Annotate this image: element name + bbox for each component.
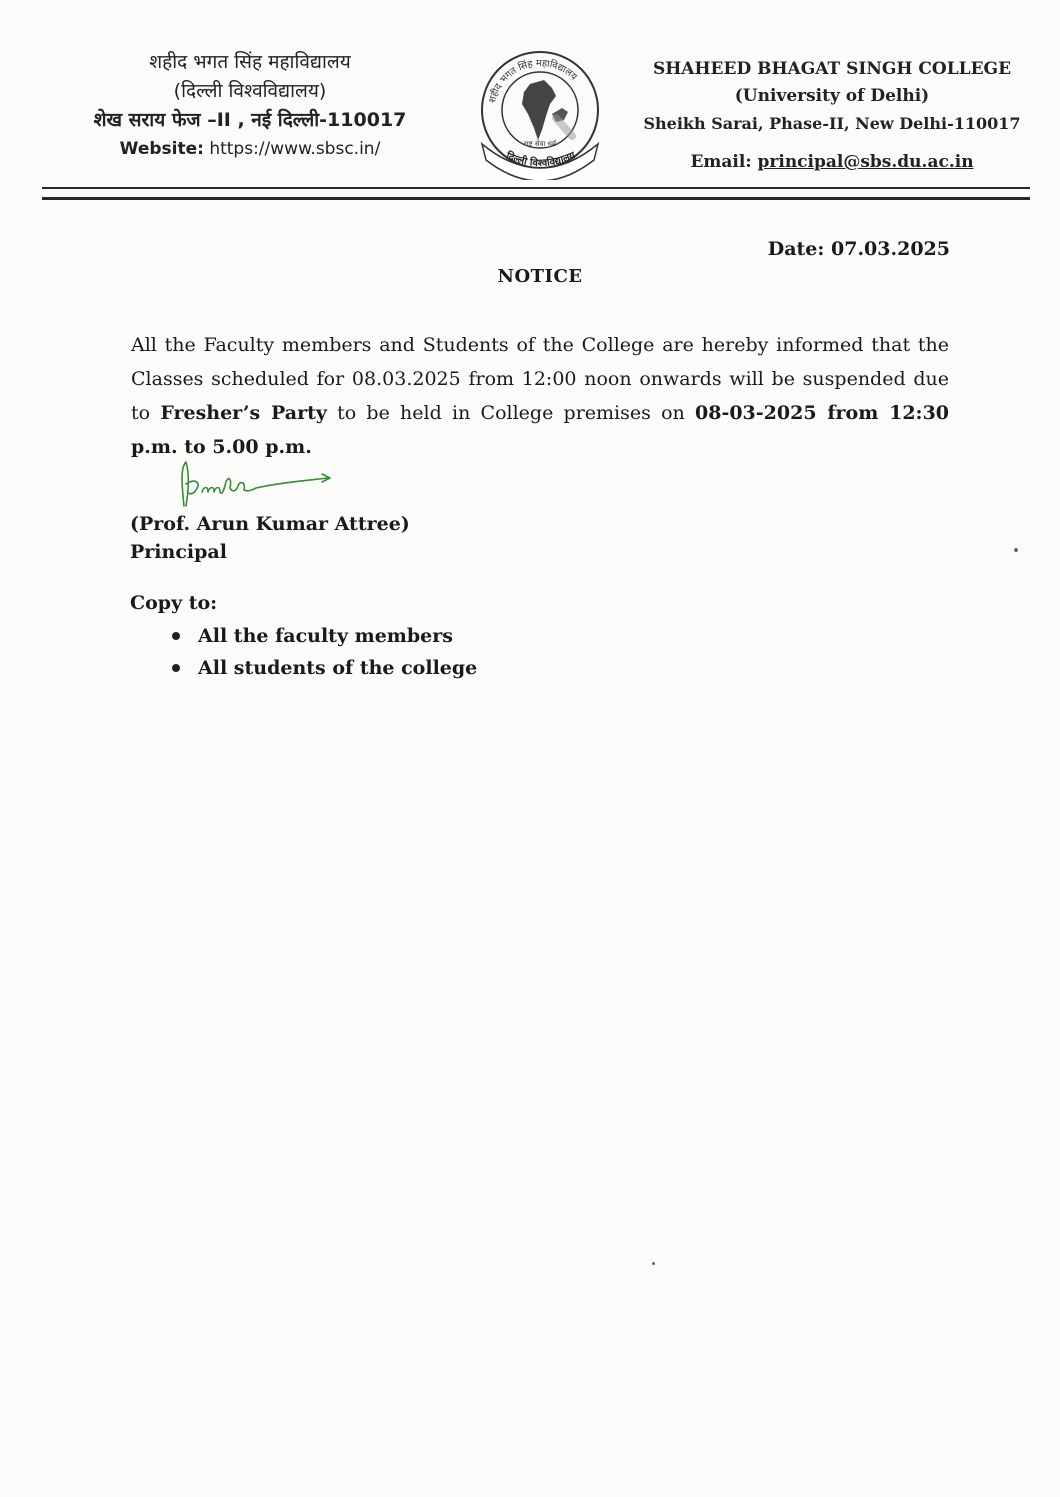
hindi-address: शेख सराय फेज –II , नई दिल्ली-110017 [93, 109, 407, 131]
notice-date: Date: 07.03.2025 [767, 238, 950, 260]
bullet-icon [172, 632, 180, 640]
email-line [636, 149, 1028, 176]
website-line [70, 135, 430, 164]
body-part-1: All the Faculty members and Students of the College are hereby informed that the Classes scheduled for 08.03.2025 from 12:00 noon onwards will be suspended due to [131, 334, 949, 424]
hindi-college-name: शहीद भगत सिंह महाविद्यालय [149, 51, 351, 73]
email-label: Email: [690, 152, 752, 172]
notice-title [0, 266, 1060, 287]
header-divider-thick [42, 197, 1030, 200]
signer-name: (Prof. Arun Kumar Attree) [130, 513, 410, 535]
scan-speck [1014, 548, 1018, 552]
notice-title-text: NOTICE [497, 266, 583, 287]
emblem-bottom-text: दिल्ली विश्वविद्यालय [504, 150, 577, 170]
signer-designation: Principal [130, 541, 227, 563]
body-part-2: to be held in College premises on [326, 402, 696, 424]
notice-body [131, 328, 949, 464]
email-link[interactable]: principal@sbs.du.ac.in [757, 152, 974, 172]
signer-block [130, 510, 410, 566]
bullet-icon [172, 664, 180, 672]
hindi-university: (दिल्ली विश्वविद्यालय) [173, 80, 327, 102]
college-name: SHAHEED BHAGAT SINGH COLLEGE [652, 59, 1012, 79]
copy-item-label: All the faculty members [198, 625, 453, 647]
body-event: Fresher’s Party [160, 402, 327, 424]
college-emblem-icon [472, 44, 608, 180]
college-address: Sheikh Sarai, Phase-II, New Delhi-110017 [643, 114, 1021, 133]
copy-item-label: All students of the college [198, 657, 478, 679]
header-divider-thin [42, 187, 1030, 189]
copy-to-list [170, 620, 477, 684]
university-name: (University of Delhi) [734, 86, 930, 106]
website-label: Website: [119, 139, 204, 159]
emblem-motto: राष्ट्र सेवा धर्म [523, 140, 557, 148]
website-link[interactable]: https://www.sbsc.in/ [209, 139, 381, 159]
header-english-block [636, 56, 1028, 176]
copy-to-label: Copy to: [130, 592, 218, 614]
signature-image [172, 456, 342, 512]
scan-speck [652, 1262, 655, 1265]
body-when: 08-03-2025 from 12:30 p.m. to 5.00 p.m. [131, 402, 950, 458]
list-item [170, 652, 477, 684]
list-item [170, 620, 477, 652]
header-hindi-block [70, 48, 430, 164]
emblem-top-text: शहीद भगत सिंह महाविद्यालय [486, 57, 580, 105]
